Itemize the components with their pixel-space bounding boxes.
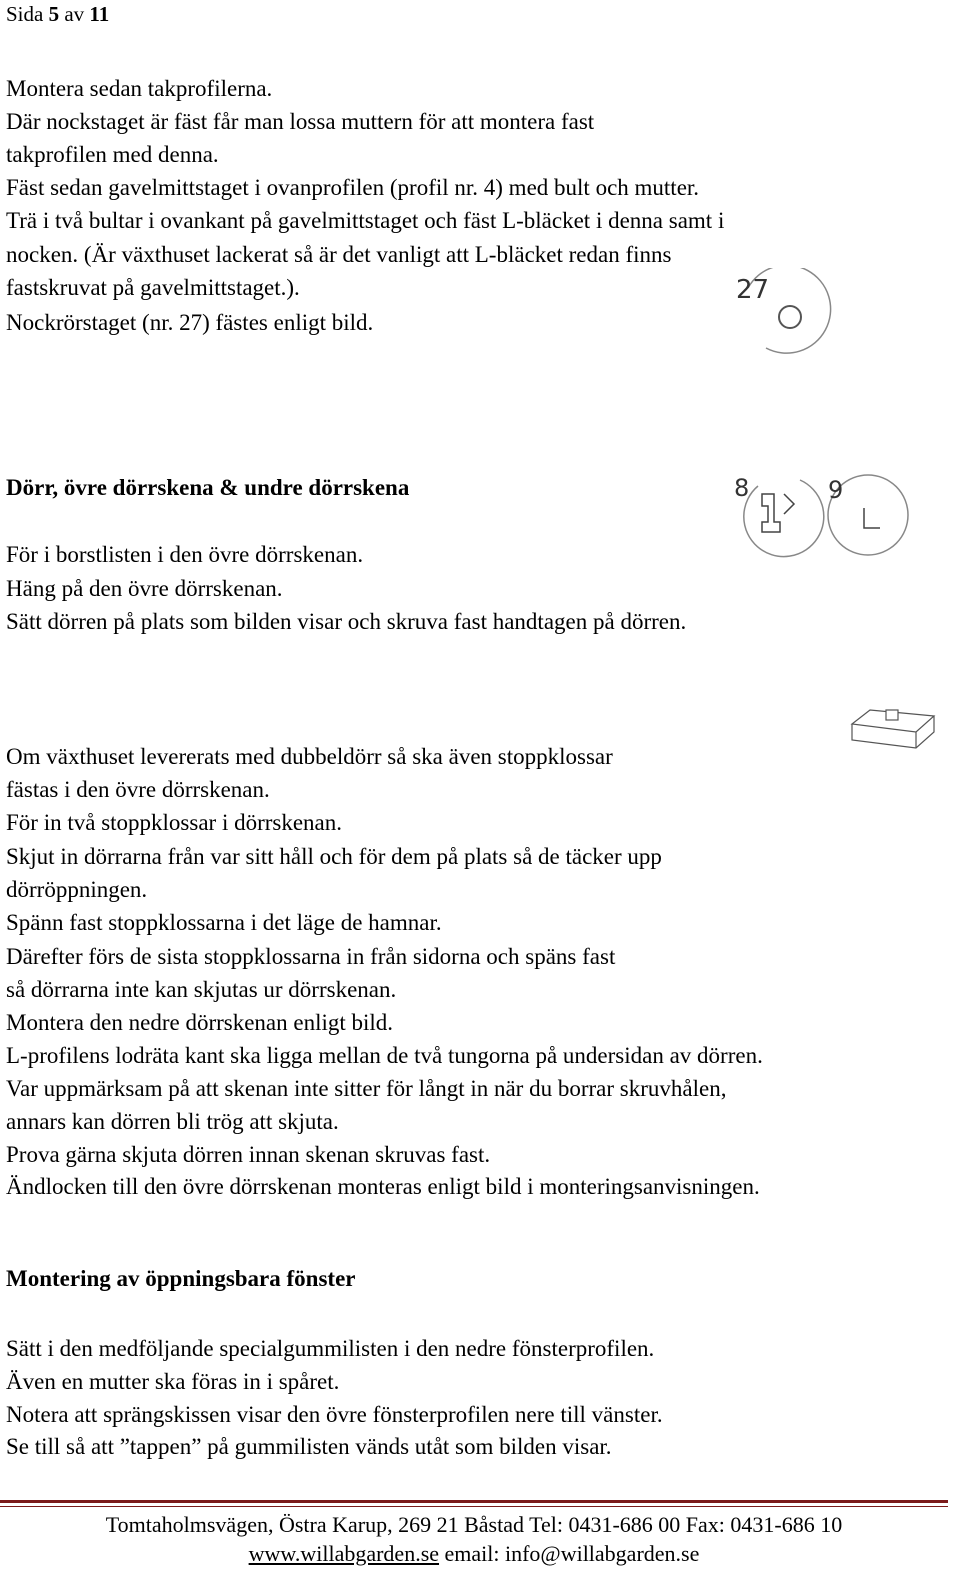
page-total: 11 [89, 2, 110, 26]
part-8-hook [784, 494, 794, 514]
text-line: L-profilens lodräta kant ska ligga mellan de två tungorna på undersidan av dörren. [6, 1043, 763, 1068]
section-heading-window: Montering av öppningsbara fönster [6, 1266, 356, 1291]
text-line: Trä i två bultar i ovankant på gavelmittstaget och fäst L-bläcket i denna samt i [6, 208, 725, 233]
part-8-profile [762, 494, 780, 532]
text-line: Sätt i den medföljande specialgummilisten i den nedre fönsterprofilen. [6, 1336, 655, 1361]
footer-rule-thick [0, 1500, 948, 1503]
text-line: Sätt dörren på plats som bilden visar och skruva fast handtagen på dörren. [6, 609, 687, 634]
page-number: 5 [48, 2, 60, 26]
page-separator: av [64, 2, 85, 26]
footer-website-link[interactable]: www.willabgarden.se [248, 1541, 440, 1566]
text-line: Se till så att ”tappen” på gummilisten vänds utåt som bilden visar. [6, 1434, 612, 1459]
part-8-outline [744, 480, 824, 557]
page-indicator [6, 2, 109, 27]
text-line: Därefter förs de sista stoppklossarna in från sidorna och späns fast [6, 944, 616, 969]
stop-block-figure [848, 702, 940, 760]
text-line: Om växthuset levererats med dubbeldörr så ska även stoppklossar [6, 744, 613, 769]
text-line: Montera den nedre dörrskenan enligt bild. [6, 1010, 394, 1035]
text-line: Häng på den övre dörrskenan. [6, 576, 283, 601]
text-line: Skjut in dörrarna från var sitt håll och för dem på plats så de täcker upp [6, 844, 662, 869]
text-line: För i borstlisten i den övre dörrskenan. [6, 542, 364, 567]
part-27-figure [728, 268, 840, 364]
text-line: Fäst sedan gavelmittstaget i ovanprofilen (profil nr. 4) med bult och mutter. [6, 175, 700, 200]
text-line: Prova gärna skjuta dörren innan skenan skruvas fast. [6, 1142, 491, 1167]
text-line: så dörrarna inte kan skjutas ur dörrskenan. [6, 977, 397, 1002]
text-line: Montera sedan takprofilerna. [6, 76, 273, 101]
text-line: takprofilen med denna. [6, 142, 219, 167]
text-line: Ändlocken till den övre dörrskenan monteras enligt bild i monteringsanvisningen. [6, 1174, 760, 1199]
part-27-label: 27 [736, 275, 770, 305]
text-line: annars kan dörren bli trög att skjuta. [6, 1109, 339, 1134]
text-line: För in två stoppklossar i dörrskenan. [6, 810, 343, 835]
text-line: fastskruvat på gavelmittstaget.). [6, 275, 300, 300]
part-9-label: 9 [828, 476, 844, 504]
stop-block-bolt [886, 710, 898, 720]
text-line: Var uppmärksam på att skenan inte sitter för långt in när du borrar skruvhålen, [6, 1076, 727, 1101]
footer-email: email: info@willabgarden.se [444, 1541, 700, 1566]
text-line: dörröppningen. [6, 877, 148, 902]
part-9-lprofile [864, 508, 880, 528]
text-line: Notera att sprängskissen visar den övre fönsterprofilen nere till vänster. [6, 1402, 663, 1427]
page-prefix: Sida [6, 2, 44, 26]
stop-block-sides [852, 716, 934, 748]
text-line: Även en mutter ska föras in i spåret. [6, 1369, 340, 1394]
text-line: Spänn fast stoppklossarna i det läge de hamnar. [6, 910, 442, 935]
footer-address: Tomtaholmsvägen, Östra Karup, 269 21 Båstad Tel: 0431-686 00 Fax: 0431-686 10 [105, 1512, 843, 1537]
footer-contact [0, 1541, 948, 1567]
text-line: fästas i den övre dörrskenan. [6, 777, 270, 802]
text-line: nocken. (Är växthuset lackerat så är det vanligt att L-bläcket redan finns [6, 242, 672, 267]
section-heading-door: Dörr, övre dörrskena & undre dörrskena [6, 475, 410, 500]
part-27-hole [779, 306, 801, 328]
part-8-9-figure [728, 470, 920, 562]
footer-rule-thin [0, 1506, 948, 1507]
part-8-label: 8 [734, 474, 750, 502]
text-line: Nockrörstaget (nr. 27) fästes enligt bild. [6, 310, 374, 335]
text-line: Där nockstaget är fäst får man lossa muttern för att montera fast [6, 109, 595, 134]
